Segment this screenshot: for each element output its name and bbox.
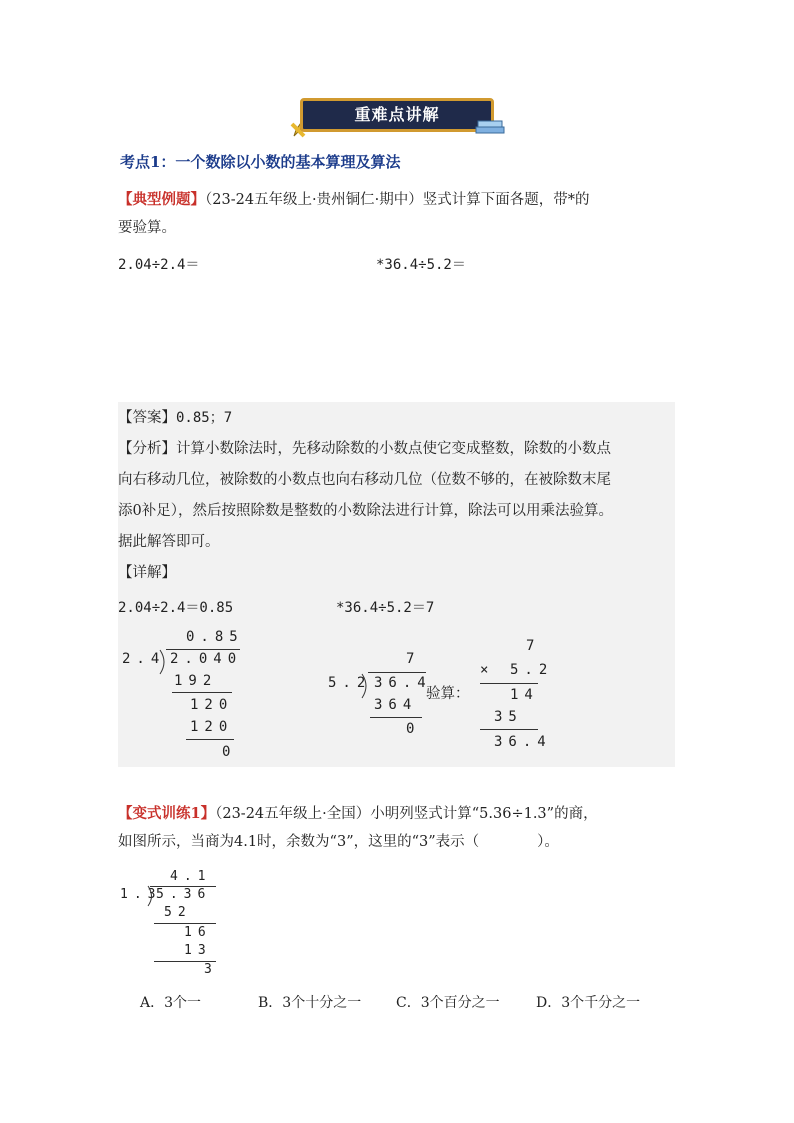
option-d[interactable]: D．3个千分之一 [536,995,641,1011]
check-p1: 14 [510,687,539,703]
check-top: 7 [526,638,541,654]
div1-divisor: 2.4 [122,651,166,667]
check-mul: 5.2 [510,662,554,678]
div2-row1: 364 [374,697,418,713]
example-line1: （23-24五年级上·贵州铜仁·期中）竖式计算下面各题，带*的 [205,192,590,208]
example-text [118,186,688,242]
analysis-tag: 【分析】 [118,441,176,457]
ex-quotient: 4.1 [170,869,212,884]
div1-row1: 192 [174,673,218,689]
check-p2: 35 [494,709,523,725]
check-result: 36.4 [494,734,552,750]
analysis-line2: 向右移动几位，被除数的小数点也向右移动几位（位数不够的，在被除数末尾 [118,472,611,488]
ex-row3: 13 [184,943,212,958]
div1-row3: 120 [190,719,234,735]
check-line2 [480,729,538,730]
detail-result-1: 2.04÷2.4＝0.85 [118,600,234,616]
div2-divisor: 5.2 [328,675,372,691]
option-c[interactable]: C．3个百分之一 [396,995,500,1011]
analysis-line4: 据此解答即可。 [118,534,220,550]
div2-rem: 0 [406,721,421,737]
div2-dividend: 36.4 [374,675,432,691]
answer-value: 0.85；7 [176,410,233,426]
exercise-line2: 如图所示，当商为4.1时，余数为“3”，这里的“3”表示（ ）。 [118,834,559,850]
ex-row2: 16 [184,925,212,940]
problem-2: *36.4÷5.2＝ [376,257,466,273]
exercise-line1: （23-24五年级上·全国）小明列竖式计算“5.36÷1.3”的商， [215,806,598,822]
div1-top-line [166,649,240,650]
check-line1 [480,683,538,684]
books-icon [474,118,506,136]
answer-line [118,404,232,432]
div2-top-line [368,672,426,673]
ex-bracket [146,885,156,907]
check-times: × [480,662,489,678]
div2-bracket [360,672,372,700]
section-banner: 重难点讲解 [300,98,494,132]
analysis-line1: 计算小数除法时，先移动除数的小数点使它变成整数，除数的小数点 [176,441,611,457]
div1-bracket [158,648,170,676]
exercise-tag: 【变式训练1】 [118,805,216,822]
div2-quotient: 7 [406,651,421,667]
analysis-block [118,434,678,558]
div1-quotient: 0.85 [186,629,244,645]
exercise-text [118,800,688,856]
detail-tag: 【详解】 [118,565,176,581]
analysis-line3: 添0补足），然后按照除数是整数的小数除法进行计算，除法可以用乘法验算。 [118,503,613,519]
option-b[interactable]: B．3个十分之一 [258,995,362,1011]
problem-1: 2.04÷2.4＝ [118,257,200,273]
ex-rem: 3 [204,962,218,977]
example-tag: 【典型例题】 [118,191,205,208]
ex-line1 [154,923,216,924]
ex-row1: 52 [164,905,192,920]
option-a[interactable]: A．3个一 [140,995,202,1011]
div2-line1 [370,717,422,718]
div1-row2: 120 [190,697,234,713]
answer-tag: 【答案】 [118,410,176,426]
ex-dividend: 5.36 [156,887,212,902]
example-line2: 要验算。 [118,220,176,236]
div1-rem: 0 [222,744,237,760]
detail-result-2: *36.4÷5.2＝7 [336,600,435,616]
div1-line1 [172,692,232,693]
ex-divisor: 1.3 [120,887,162,902]
check-label: 验算： [426,686,470,702]
div1-line2 [186,739,234,740]
topic-heading: 考点1：一个数除以小数的基本算理及算法 [120,153,401,171]
div1-dividend: 2.040 [170,651,243,667]
